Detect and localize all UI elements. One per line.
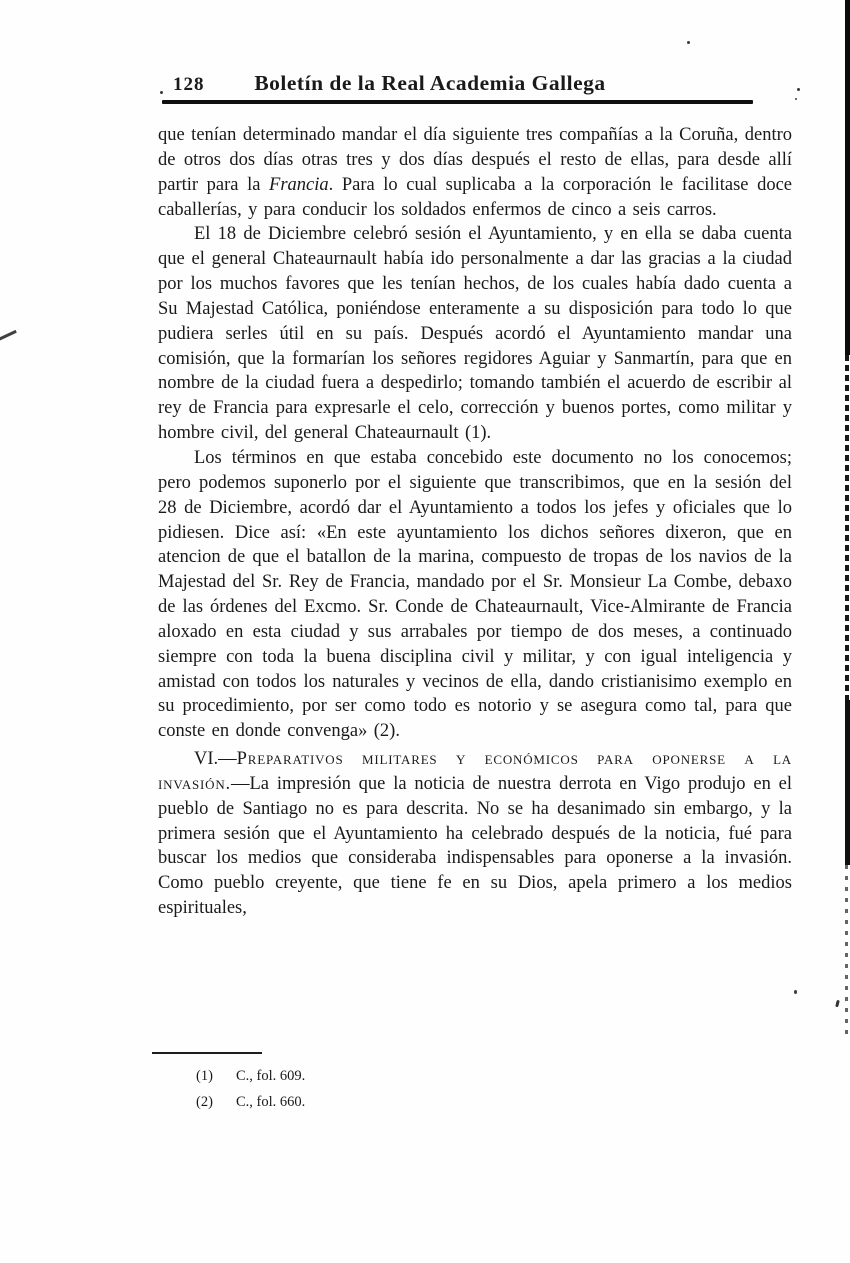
- ink-speck: [795, 98, 797, 100]
- ink-speck: [835, 1000, 839, 1007]
- footnote-rule: [152, 1052, 262, 1054]
- ink-speck: [794, 990, 797, 994]
- footnotes: [196, 1064, 305, 1115]
- scan-edge-shadow: [845, 865, 848, 1040]
- text-segment: Los términos en que estaba concebido este documento no los conocemos; pero podemos suponerlo por el siguiente que transcribimos, que en la sesión del 28 de Diciembre, acordó dar el Ayuntamiento a todos los jefes y oficiales que lo pidiesen. Dice así: «En este ayuntamiento los dichos señores dixeron, que en atencion de que el batallon de la marina, compuesto de tropas de los navios de la Majestad del Sr. Rey de Francia, mandado por el Sr. Monsieur La Combe, debaxo de las órdenes del Excmo. Sr. Conde de Chateaurnault, Vice-Almirante de Francia aloxado en esta ciudad y sus arrabales por tiempo de dos meses, a continuado siempre con toda la buena disciplina civil y militar, y con igual inteligencia y amistad con todos los naturales y vecinos de ella, dando cristianisimo exemplo en su procedimiento, por ser como todo es notorio y se asegura como tal, para que conste en donde convenga» (2).: [158, 447, 792, 742]
- ink-speck: [797, 88, 800, 91]
- header-rule: [162, 100, 753, 104]
- italic-text-segment: Francia: [269, 174, 329, 195]
- scan-margin-mark: [0, 330, 17, 341]
- text-segment: . Para lo cual suplicaba a la corporación le facilitase doce caballerías, y para conducir los soldados enfermos de cinco a seis carros.: [158, 174, 792, 220]
- footnote-marker: (2): [196, 1093, 213, 1110]
- text-segment: que tenían determinado mandar el día siguiente tres compañías a la Coruña, dentro de otros dos días otras tres y dos días después el resto de ellas, para desde allí partir para la: [158, 125, 792, 195]
- paragraph: [158, 123, 792, 222]
- footnote-text: C., fol. 609.: [236, 1068, 306, 1084]
- page-number: 128: [173, 74, 205, 95]
- paragraph: [158, 446, 792, 744]
- text-segment: —La impresión que la noticia de nuestra derrota en Vigo produjo en el pueblo de Santiago no es para descrita. No se ha desanimado sin embargo, y la primera sesión que el Ayuntamiento ha celebrado después de la noticia, fué para buscar los medios que consideraba indispensables para oponerse a la invasión. Como pueblo creyente, que tiene fe en su Dios, apela primero a los medios espirituales,: [158, 773, 792, 919]
- scan-edge-shadow: [845, 700, 850, 865]
- footnote-item: [196, 1090, 305, 1116]
- scan-edge-shadow: [845, 355, 849, 700]
- section-heading-segment: Preparativos militares y económicos para oponerse a la invasión.: [158, 749, 792, 794]
- page-title: Boletín de la Real Academia Gallega: [254, 71, 606, 95]
- body-text: [158, 123, 792, 921]
- footnote-item: [196, 1064, 305, 1090]
- footnote-marker: (1): [196, 1068, 213, 1084]
- ink-speck: [687, 41, 690, 44]
- section-number-segment: VI.—: [194, 749, 237, 770]
- section-paragraph: [158, 747, 792, 921]
- paragraph: [158, 222, 792, 446]
- text-segment: El 18 de Diciembre celebró sesión el Ayuntamiento, y en ella se daba cuenta que el general Chateaurnault había ido personalmente a dar las gracias a la ciudad por los muchos favores que les tenían hechos, de los cuales había dado cuenta a Su Majestad Católica, poniéndose enteramente a su disposición para todo lo que pudiera serles útil en su país. Después acordó el Ayuntamiento mandar una comisión, que la formarían los señores regidores Aguiar y Sanmartín, para que en nombre de la ciudad fuera a despedirlo; tomando también el acuerdo de escribir al rey de Francia para expresarle el celo, corrección y buenos portes, como militar y hombre civil, del general Chateaurnault (1).: [158, 224, 792, 444]
- scan-edge-shadow: [845, 0, 850, 355]
- footnote-text: C., fol. 660.: [236, 1093, 306, 1110]
